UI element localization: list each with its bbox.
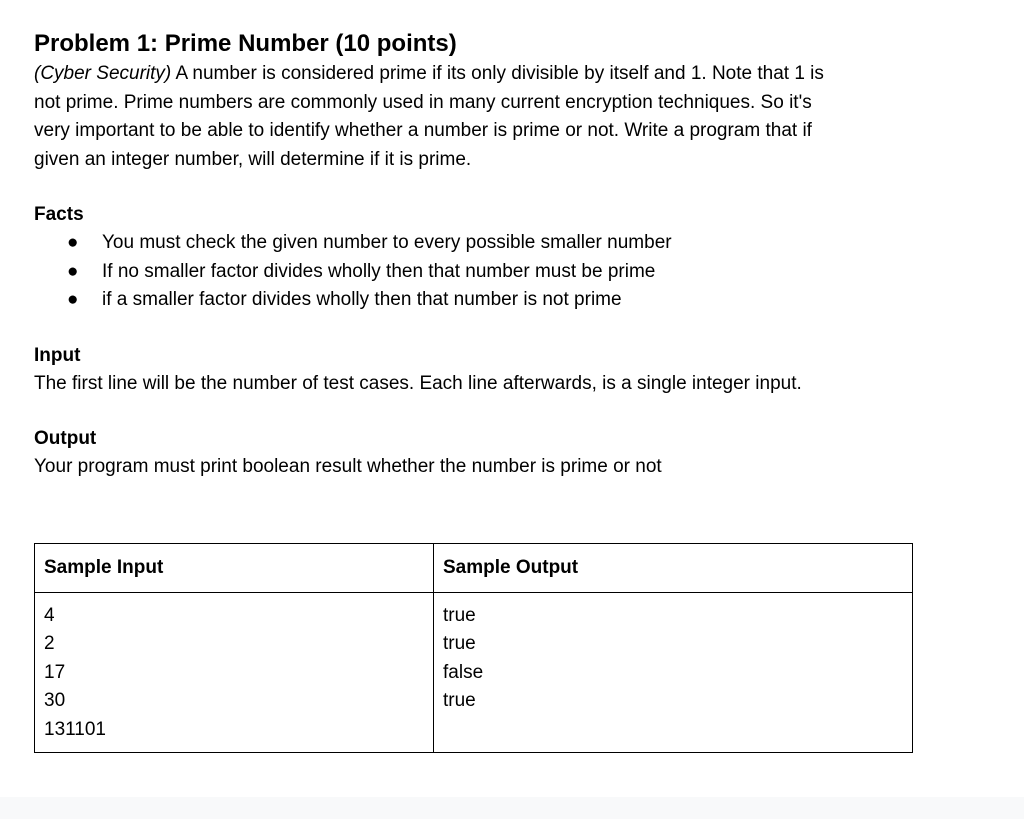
sample-output-line: true xyxy=(443,633,476,655)
output-description: Your program must print boolean result whether the number is prime or not xyxy=(34,455,662,477)
fact-text: If no smaller factor divides wholly then that number must be prime xyxy=(102,260,656,282)
input-description: The first line will be the number of test cases. Each line afterwards, is a single integer input. xyxy=(34,372,802,394)
facts-section xyxy=(34,201,914,315)
intro-line-2: not prime. Prime numbers are commonly used in many current encryption techniques. So it's xyxy=(34,91,812,113)
sample-output-header: Sample Output xyxy=(434,544,913,593)
intro-line-3: very important to be able to identify whether a number is prime or not. Write a program that if xyxy=(34,120,812,141)
output-heading: Output xyxy=(34,427,97,449)
input-heading: Input xyxy=(34,344,81,366)
sample-input-cell xyxy=(35,593,434,753)
problem-title: Problem 1: Prime Number (10 points) xyxy=(34,30,457,57)
bullet-icon: ● xyxy=(67,232,79,253)
fact-text: if a smaller factor divides wholly then that number is not prime xyxy=(102,289,622,310)
sample-input-line: 131101 xyxy=(44,718,106,740)
sample-input-header: Sample Input xyxy=(35,544,434,593)
intro-line-1: A number is considered prime if its only divisible by itself and 1. Note that 1 is xyxy=(171,63,824,84)
facts-heading: Facts xyxy=(34,204,84,225)
list-item xyxy=(34,286,914,315)
table-header-row xyxy=(35,544,913,593)
intro-paragraph xyxy=(34,60,914,174)
sample-input-line: 30 xyxy=(44,690,66,712)
output-section xyxy=(34,425,914,481)
page-footer-band xyxy=(0,797,1024,819)
table-row xyxy=(35,593,913,753)
sample-table xyxy=(34,543,913,753)
list-item xyxy=(34,229,914,258)
sample-output-cell xyxy=(434,593,913,753)
document-page xyxy=(34,28,914,481)
facts-list xyxy=(34,229,914,315)
bullet-icon: ● xyxy=(67,260,79,282)
bullet-icon: ● xyxy=(67,289,79,310)
sample-output-line: true xyxy=(443,690,476,712)
sample-output-line: false xyxy=(443,661,484,683)
list-item xyxy=(34,258,914,287)
input-section xyxy=(34,342,914,398)
sample-input-line: 2 xyxy=(44,633,55,655)
sample-output-line: true xyxy=(443,605,476,626)
intro-line-4: given an integer number, will determine if it is prime. xyxy=(34,148,472,170)
sample-input-line: 17 xyxy=(44,661,66,683)
intro-lead: (Cyber Security) xyxy=(34,63,172,84)
fact-text: You must check the given number to every possible smaller number xyxy=(102,232,672,253)
sample-input-line: 4 xyxy=(44,605,55,626)
